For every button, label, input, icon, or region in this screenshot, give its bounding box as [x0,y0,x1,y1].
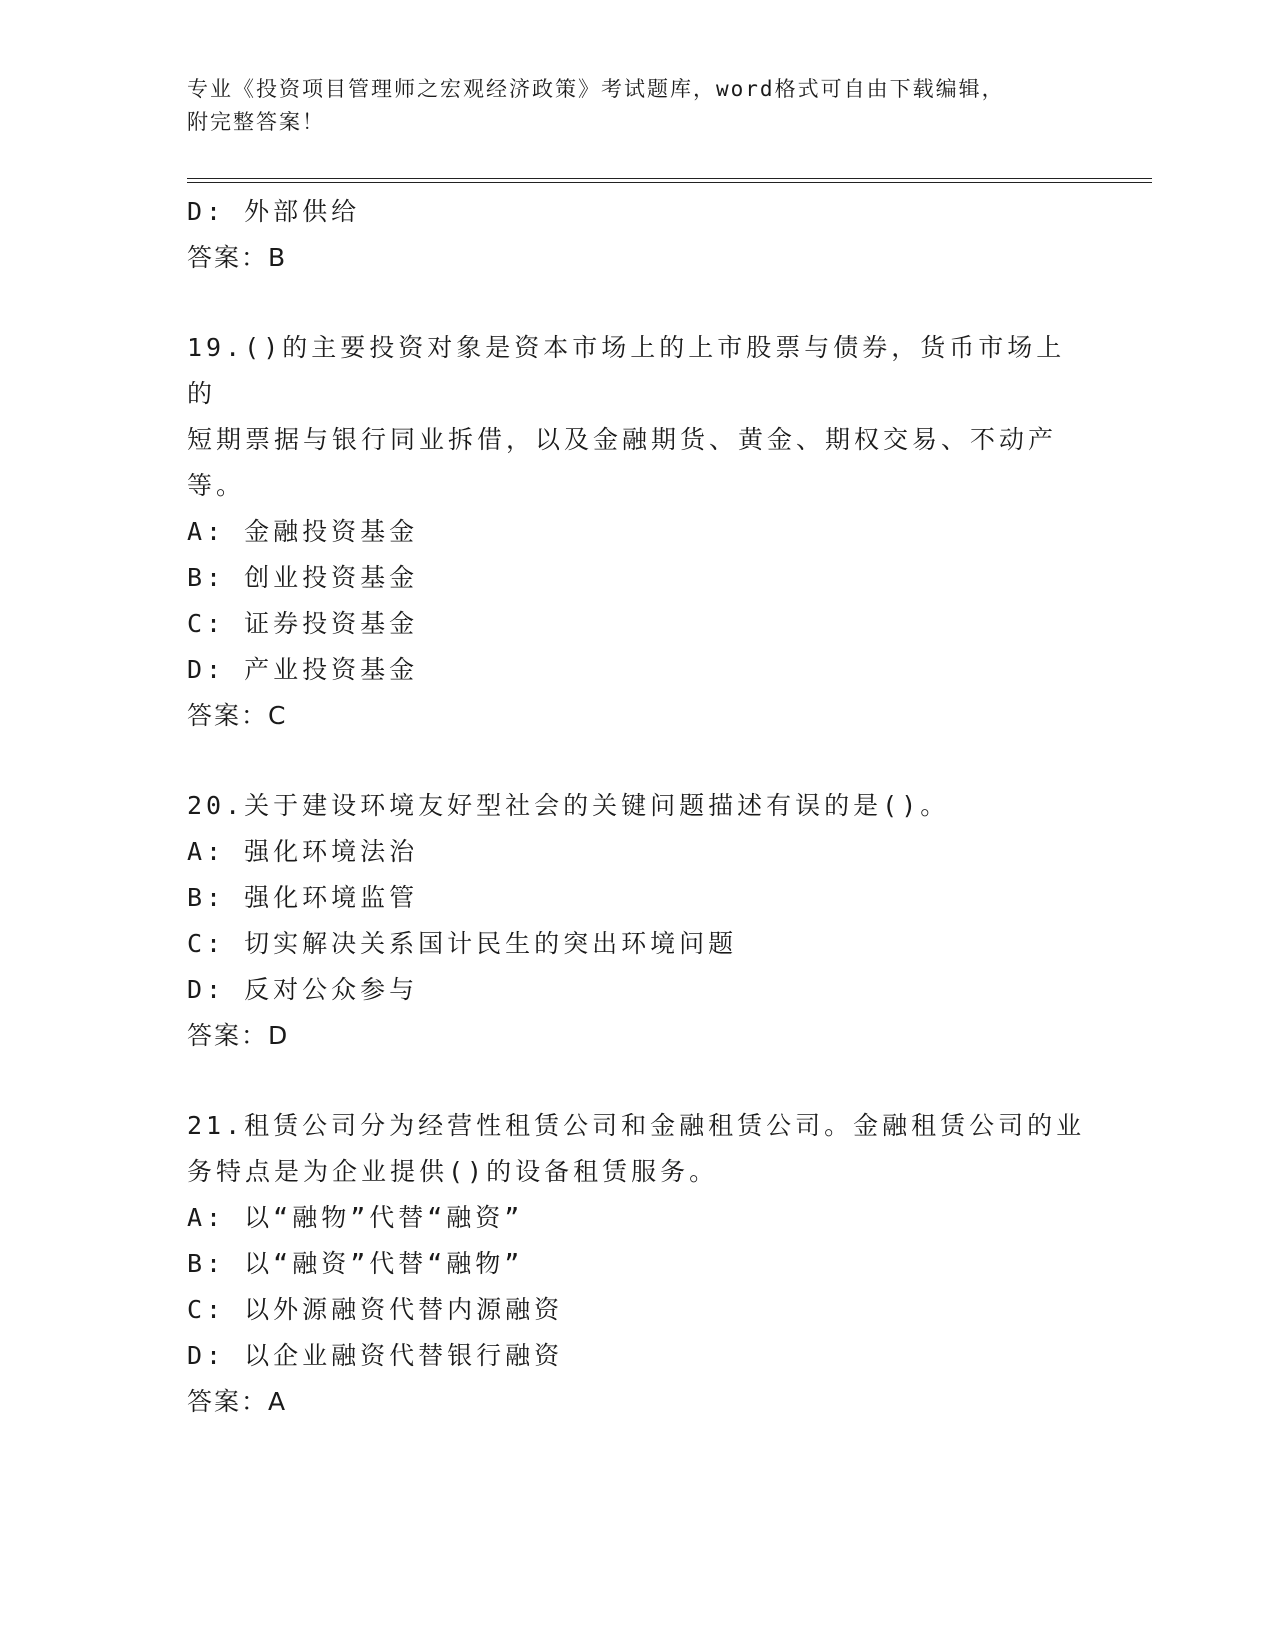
option-c: C: 切实解决关系国计民生的突出环境问题 [187,929,738,958]
previous-question-tail [187,189,1087,281]
option-d: D: 反对公众参与 [187,975,419,1004]
header-line-1: 专业《投资项目管理师之宏观经济政策》考试题库，word格式可自由下载编辑， [187,77,1005,101]
option-b: B: 创业投资基金 [187,563,419,592]
question-stem-line: 19.()的主要投资对象是资本市场上的上市股票与债券，货币市场上的 [187,333,1066,408]
question-list [187,189,1087,1425]
question-19 [187,325,1087,739]
question-stem-line: 短期票据与银行同业拆借，以及金融期货、黄金、期权交易、不动产 [187,425,1058,454]
document-header [187,73,1067,139]
option-c: C: 证券投资基金 [187,609,419,638]
option-d: D: 以企业融资代替银行融资 [187,1341,564,1370]
question-21 [187,1103,1087,1425]
option-b: B: 强化环境监管 [187,883,419,912]
option-d: D: 外部供给 [187,197,361,226]
answer-line: 答案：A [187,1387,288,1416]
question-stem-line: 务特点是为企业提供()的设备租赁服务。 [187,1157,719,1186]
header-line-2: 附完整答案！ [187,110,325,134]
option-a: A: 以“融物”代替“融资” [187,1203,524,1232]
answer-line: 答案：B [187,243,288,272]
header-divider [187,178,1152,183]
question-stem-line: 20.关于建设环境友好型社会的关键问题描述有误的是()。 [187,791,950,820]
question-stem-line: 等。 [187,471,246,500]
question-20 [187,783,1087,1059]
option-b: B: 以“融资”代替“融物” [187,1249,524,1278]
option-a: A: 强化环境法治 [187,837,419,866]
question-stem-line: 21.租赁公司分为经营性租赁公司和金融租赁公司。金融租赁公司的业 [187,1111,1086,1140]
option-c: C: 以外源融资代替内源融资 [187,1295,564,1324]
option-a: A: 金融投资基金 [187,517,419,546]
answer-line: 答案：C [187,701,288,730]
answer-line: 答案：D [187,1021,290,1050]
option-d: D: 产业投资基金 [187,655,419,684]
